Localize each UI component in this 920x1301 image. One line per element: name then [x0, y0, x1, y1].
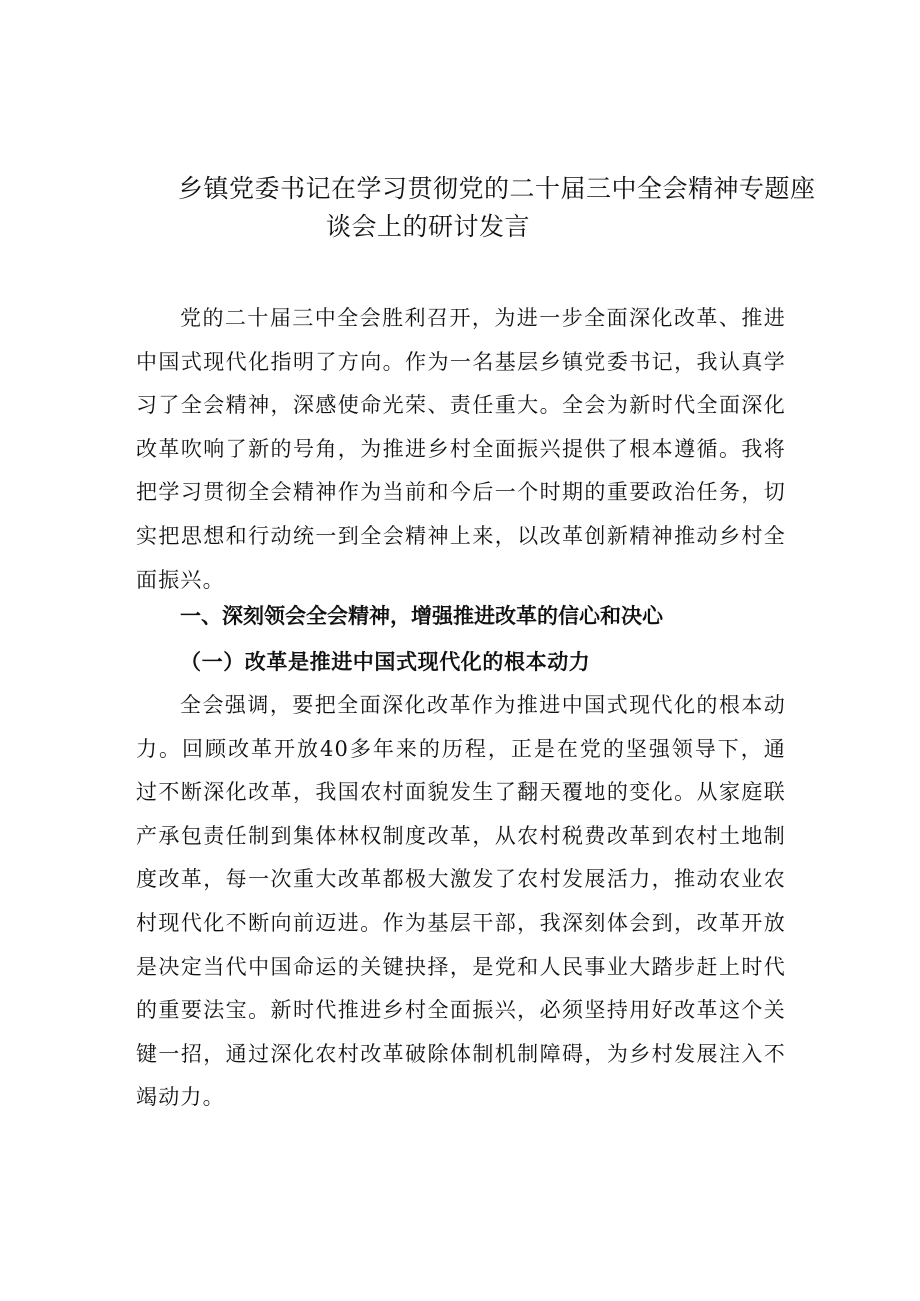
- subsection-heading-1: （一）改革是推进中国式现代化的根本动力: [180, 649, 591, 674]
- intro-paragraph: 党的二十届三中全会胜利召开，为进一步全面深化改革、推进中国式现代化指明了方向。作为一名基层乡镇党委书记，我认真学习了全会精神，深感使命光荣、责任重大。全会为新时代全面深化改革吹响了新的号角，为推进乡村全面振兴提供了根本遵循。我将把学习贯彻全会精神作为当前和今后一个时期的重要政治任务，切实把思想和行动统一到全会精神上来，以改革创新精神推动乡村全面振兴。: [136, 306, 786, 592]
- section-heading-1: 一、深刻领会全会精神，增强推进改革的信心和决心: [180, 604, 663, 628]
- title-line-1: 乡镇党委书记在学习贯彻党的二十届三中全会精神专题座: [178, 174, 816, 203]
- document-title: [136, 170, 816, 246]
- body-paragraph-2: 全会强调，要把全面深化改革作为推进中国式现代化的根本动力。回顾改革开放40多年来的历程，正是在党的坚强领导下，通过不断深化改革，我国农村面貌发生了翻天覆地的变化。从家庭联产承包责任制到集体林权制度改革，从农村税费改革到农村土地制度改革，每一次重大改革都极大激发了农村发展活力，推动农业农村现代化不断向前迈进。作为基层干部，我深刻体会到，改革开放是决定当代中国命运的关键抉择，是党和人民事业大踏步赶上时代的重要法宝。新时代推进乡村全面振兴，必须坚持用好改革这个关键一招，通过深化农村改革破除体制机制障碍，为乡村发展注入不竭动力。: [136, 693, 786, 1110]
- title-line-2: 谈会上的研讨发言: [326, 212, 531, 241]
